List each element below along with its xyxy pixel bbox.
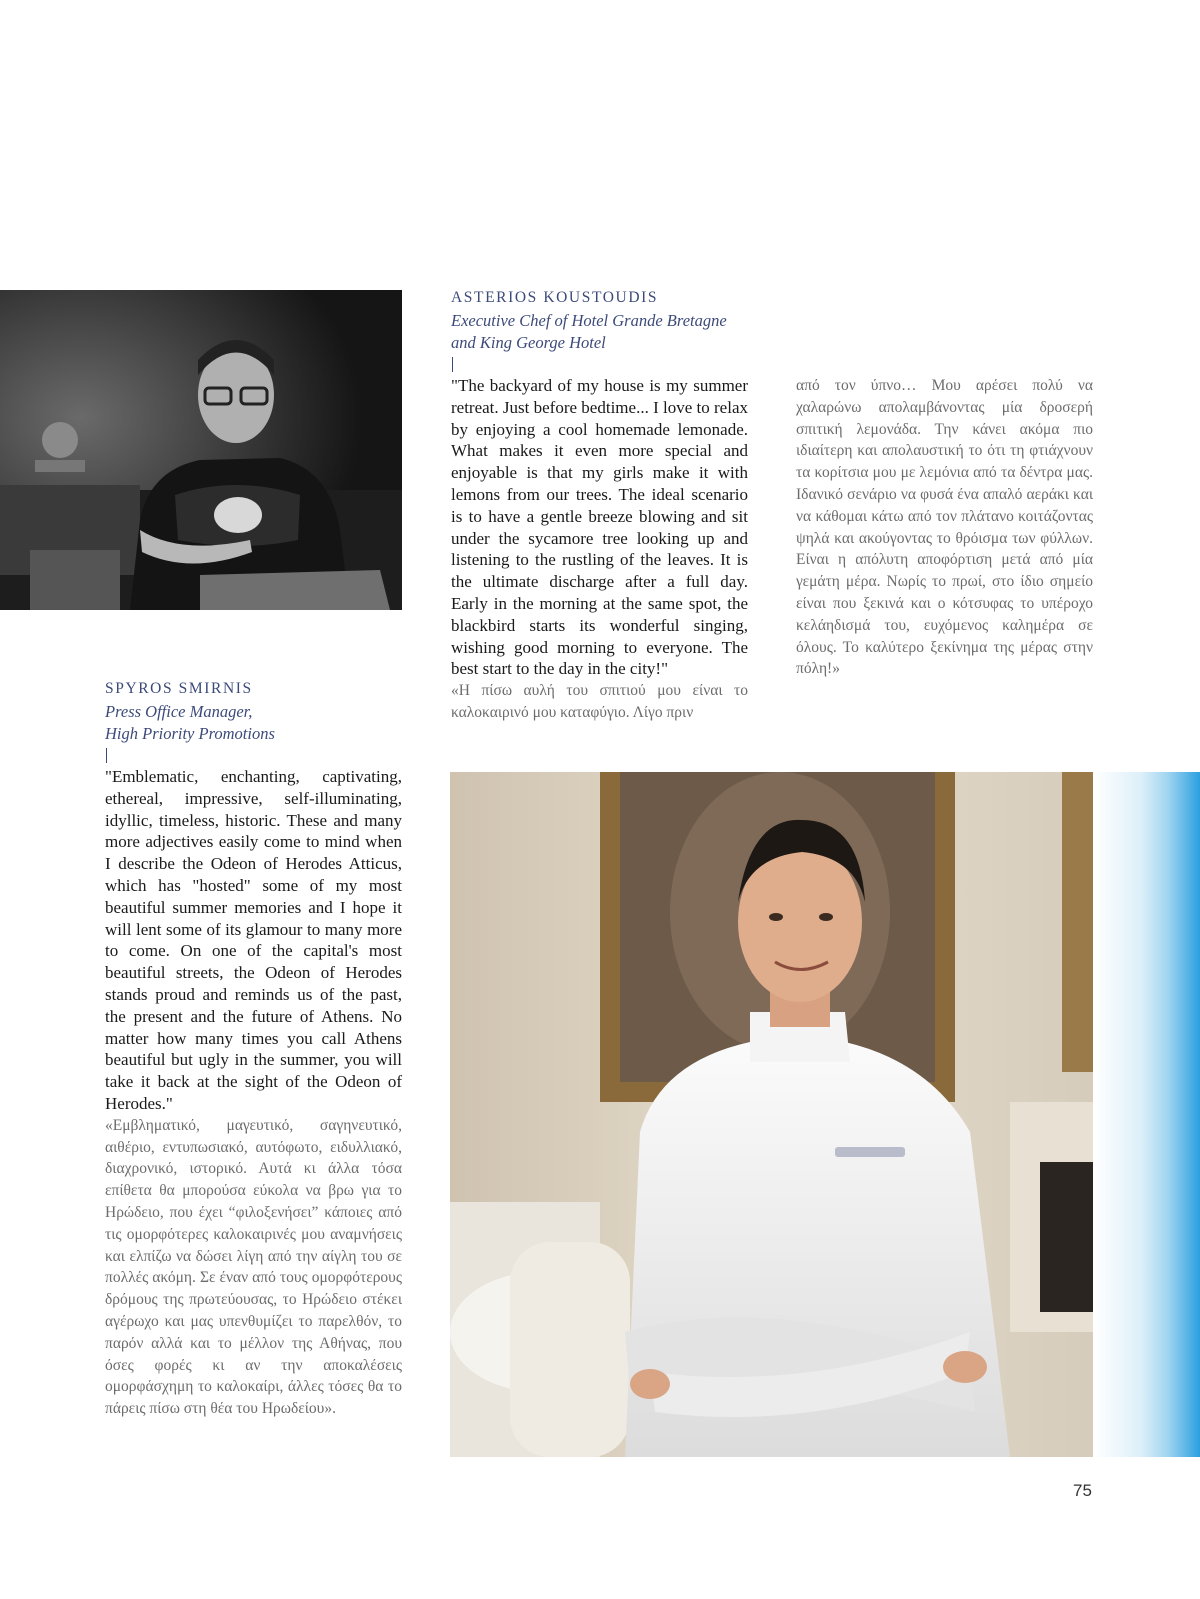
quote-english: "The backyard of my house is my summer retreat. Just before bedtime... I love to relax by enjoying a cool homemade lemonade. What makes it even more special and enjoyable is that my girls make it with lemons from our trees. The ideal scenario is to have a gentle breeze blowing and sit under the sycamore tree looking up and listening to the rustling of the leaves. It is the ultimate discharge after a full day. Early in the morning at the same spot, the blackbird starts its wonderful singing, wishing good morning to everyone. The best start to the day in the city!"	[451, 376, 748, 679]
quote-english: "Emblematic, enchanting, captivating, ethereal, impressive, self-illuminating, idyllic, timeless, historic. These and many more adjectives easily come to mind when I describe the Odeon of Herodes Atticus, which has "hosted" some of my most beautiful summer memories and I hope it will lent some of its glamour to many more to come. On one of the capital's most beautiful streets, the Odeon of Herodes stands proud and reminds us of the past, the present and the future of Athens. No matter how many times you call Athens beautiful but ugly in the summer, you will take it back at the sight of the Odeon of Herodes."	[105, 767, 402, 1113]
text-column	[105, 766, 402, 1420]
quote-greek: «Η πίσω αυλή του σπιτιού μου είναι το καλοκαιρινό μου καταφύγιο. Λίγο πριν	[451, 682, 748, 721]
asterios-photo	[450, 772, 1093, 1457]
profile-role: and King George Hotel	[451, 333, 606, 352]
divider-bar	[106, 748, 107, 763]
profile-name: SPYROS SMIRNIS	[105, 680, 253, 697]
text-column	[796, 375, 1093, 680]
divider-bar	[452, 357, 453, 372]
page-number: 75	[1073, 1481, 1092, 1500]
spyros-photo-graphic	[0, 290, 402, 610]
decorative-edge	[1094, 772, 1200, 1457]
profile-name: ASTERIOS KOUSTOUDIS	[451, 289, 659, 306]
profile-role: Executive Chef of Hotel Grande Bretagne	[451, 311, 727, 330]
quote-greek: «Εμβληματικό, μαγευτικό, σαγηνευτικό, αιθέριο, εντυπωσιακό, αυτόφωτο, ειδυλλιακό, διαχρονικό, ιστορικό. Αυτά κι άλλα τόσα επίθετα θα μπορούσα εύκολα να βρω για το Ηρώδειο, που έχει “φιλοξενήσει” κάποιες από τις ομορφότερες καλοκαιρινές μου αναμνήσεις και ελπίζω να δώσει λίγη από την αίγλη του σε πολλές ακόμη. Σε έναν από τους ομορφότερους δρόμους της πρωτεύουσας, το Ηρώδειο στέκει αγέρωχο και μας υπενθυμίζει το παρελθόν, το παρόν αλλά και το μέλλον της Αθήνας, που όσες φορές κι αν την αποκαλέσεις ομορφάσχημη το καλοκαίρι, άλλες τόσες θα το πάρεις πίσω στη θέα του Ηρωδείου».	[105, 1116, 402, 1418]
profile-role: Press Office Manager,	[105, 702, 253, 721]
text-column	[451, 375, 748, 724]
asterios-photo-graphic	[450, 772, 1093, 1457]
spyros-photo	[0, 290, 402, 610]
quote-greek-continued: από τον ύπνο… Μου αρέσει πολύ να χαλαρώνω απολαμβάνοντας μία δροσερή σπιτική λεμονάδα. Την κάνει ακόμα πιο ιδιαίτερη και απολαυστική το ότι τη φτιάχνουν τα κορίτσια μου με λεμόνια από τα δέντρα μας. Ιδανικό σενάριο να φυσά ένα απαλό αεράκι και να κάθομαι κάτω από τον πλάτανο κοιτάζοντας ψηλά και ακούγοντας το θρόισμα των φύλλων. Είναι η απόλυτη αποφόρτιση μετά από μία γεμάτη μέρα. Νωρίς το πρωί, στο ίδιο σημείο είναι που ξεκινά και ο κότσυφας το υπέροχο κελάηδισμά του, ευχόμενος καλημέρα σε όλους. Το καλύτερο ξεκίνημα της μέρας στην πόλη!»	[796, 377, 1093, 678]
profile-role: High Priority Promotions	[105, 724, 275, 743]
